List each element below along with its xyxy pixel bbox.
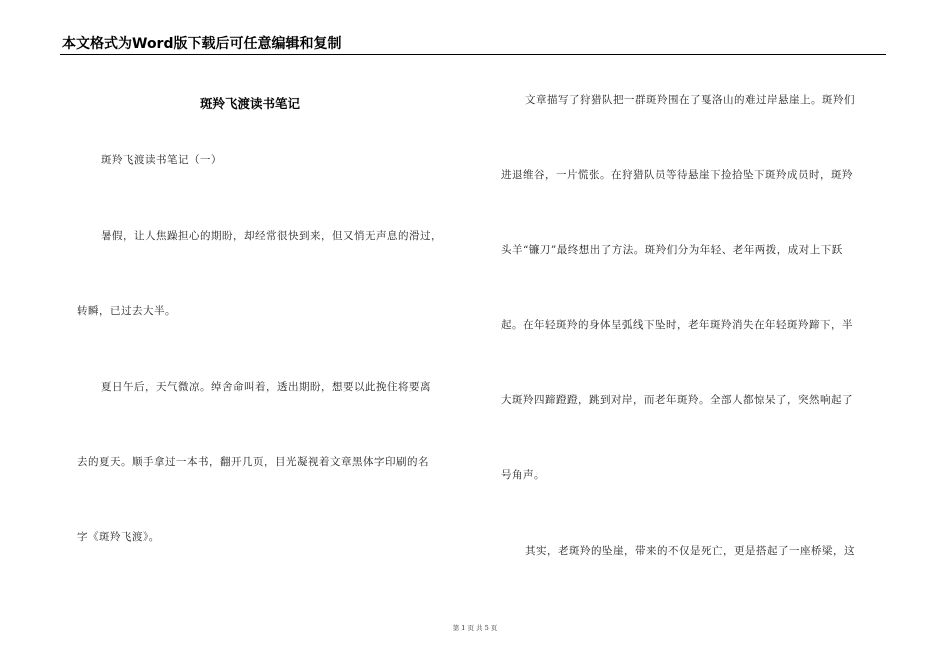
left-paragraph-line: 去的夏天。顺手拿过一本书，翻开几页，目光凝视着文章黑体字印刷的名: [77, 456, 429, 468]
document-header-title: 本文格式为Word版下载后可任意编辑和复制: [62, 36, 342, 52]
right-paragraph-line: 号角声。: [501, 469, 545, 481]
right-paragraph-line: 其实，老斑羚的坠崖，带来的不仅是死亡，更是搭起了一座桥梁，这: [525, 545, 855, 557]
right-paragraph-line: 大斑羚四蹄蹬蹬，跳到对岸，而老年斑羚。全部人都惊呆了，突然响起了: [501, 394, 853, 406]
header-divider: [60, 54, 886, 55]
document-title: 斑羚飞渡读书笔记: [200, 96, 301, 111]
right-paragraph-line: 起。在年轻斑羚的身体呈弧线下坠时，老年斑羚消失在年轻斑羚蹄下，半: [501, 319, 853, 331]
right-paragraph-line: 头羊“镰刀”最终想出了方法。斑羚们分为年轻、老年两拨，成对上下跃: [501, 244, 843, 256]
left-paragraph-line: 斑羚飞渡读书笔记（一）: [101, 154, 222, 166]
left-paragraph-line: 暑假，让人焦躁担心的期盼，却经常很快到来，但又悄无声息的滑过，: [101, 230, 442, 242]
page-number: 第 1 页 共 5 页: [452, 624, 498, 632]
left-paragraph-line: 字《斑羚飞渡》。: [77, 531, 160, 543]
right-paragraph-line: 进退维谷，一片慌张。在狩猎队员等待悬崖下捡拾坠下斑羚成员时，斑羚: [501, 169, 853, 181]
left-paragraph-line: 夏日午后，天气微凉。绰舍命叫着，透出期盼，想要以此挽住将要离: [101, 381, 431, 393]
left-paragraph-line: 转瞬，已过去大半。: [77, 305, 176, 317]
right-paragraph-line: 文章描写了狩猎队把一群斑羚围在了戛洛山的难过岸悬崖上。斑羚们: [525, 94, 855, 106]
